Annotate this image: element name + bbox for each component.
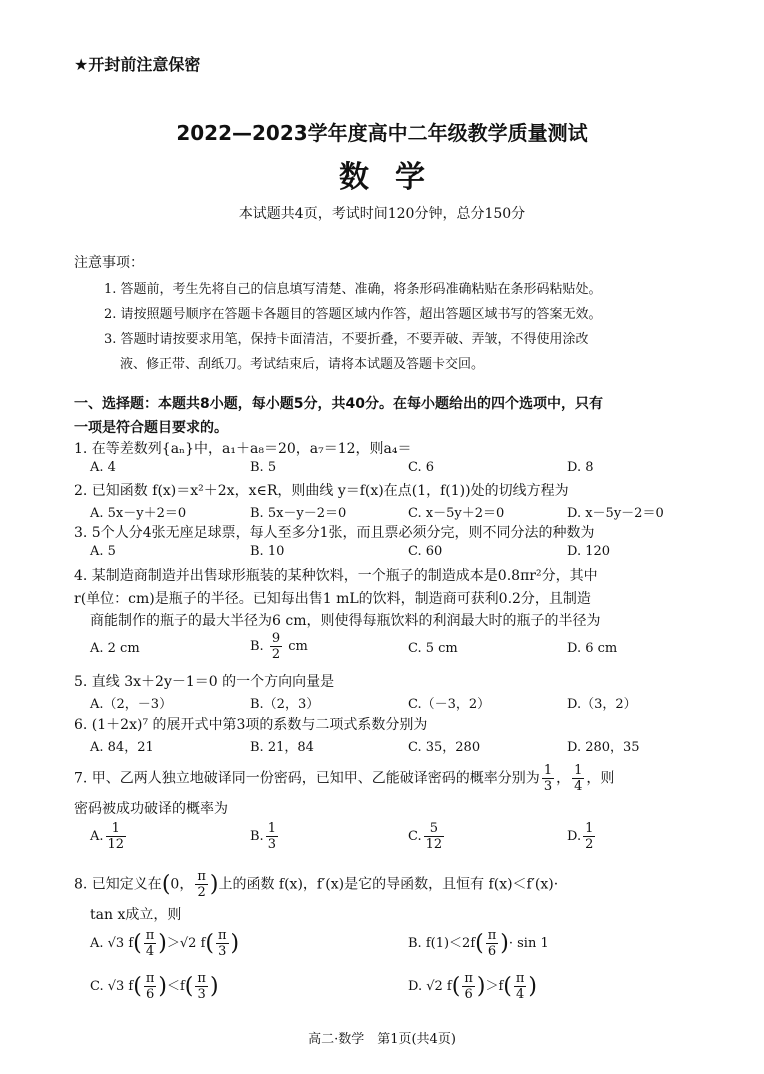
q3-option-d: D. 120 — [567, 544, 611, 559]
question-1-stem: 1. 在等差数列{aₙ}中，a₁＋a₈＝20，a₇＝12，则a₄＝ — [74, 441, 412, 457]
option-fraction — [195, 972, 208, 1001]
q6-option-d: D. 280，35 — [567, 740, 640, 755]
question-8-stem-continued: tan x成立，则 — [90, 907, 182, 923]
q3-option-c: C. 60 — [408, 544, 443, 559]
q7-option-c — [408, 822, 446, 851]
fraction-denominator: 4 — [516, 987, 525, 1002]
option-text: ＞f — [485, 979, 504, 994]
q1-option-b: B. 5 — [250, 460, 277, 475]
option-fraction — [514, 972, 527, 1001]
notice-heading: 注意事项： — [74, 255, 144, 271]
section-heading-continued: 一项是符合题目要求的。 — [74, 420, 228, 436]
paren-left: ( — [133, 931, 142, 956]
interval-open: ( — [161, 872, 171, 897]
q5-option-d: D.（3，2） — [567, 697, 637, 712]
q4-option-b-unit: cm — [288, 639, 308, 654]
notice-item-continued: 液、修正带、刮纸刀。考试结束后，请将本试题及答题卡交回。 — [120, 357, 485, 372]
option-fraction — [486, 929, 499, 958]
option-text: A. √3 f — [90, 936, 134, 951]
q7-separator: ， — [556, 770, 571, 787]
exam-info: 本试题共4页，考试时间120分钟，总分150分 — [238, 206, 526, 222]
page-footer: 高二·数学 第1页(共4页) — [308, 1032, 456, 1047]
notice-item: 1. 答题前，考生先将自己的信息填写清楚、准确，将条形码准确粘贴在条形码粘贴处。 — [104, 282, 602, 297]
paren-left: ( — [184, 974, 194, 999]
q4-option-b-fraction — [270, 632, 282, 661]
option-text: ＞√2 f — [166, 936, 206, 951]
fraction-numerator: π — [197, 869, 206, 884]
option-fraction — [216, 929, 229, 958]
fraction-numerator: 1 — [574, 763, 583, 778]
paren-left: ( — [475, 931, 484, 956]
q3-option-b: B. 10 — [250, 544, 285, 559]
q4-option-d: D. 6 cm — [567, 641, 618, 656]
q8-stem-tail: 上的函数 f(x)，f′(x)是它的导函数，且恒有 f(x)＜f′(x)· — [218, 876, 559, 893]
q7-option-d — [567, 822, 597, 851]
fraction-numerator: 1 — [267, 821, 276, 836]
section-heading: 一、选择题：本题共8小题，每小题5分，共40分。在每小题给出的四个选项中，只有 — [74, 396, 603, 412]
fraction-denominator: 6 — [487, 944, 497, 959]
q5-option-a: A.（2，－3） — [90, 697, 173, 712]
option-fraction — [106, 822, 127, 851]
paren-left: ( — [503, 974, 512, 999]
q1-option-a: A. 4 — [90, 460, 116, 475]
question-6-stem: 6. (1＋2x)⁷ 的展开式中第3项的系数与二项式系数分别为 — [74, 717, 428, 733]
fraction-numerator: π — [487, 928, 497, 943]
fraction-numerator: 1 — [543, 763, 553, 778]
option-label: B. — [250, 829, 264, 844]
q7-stem-tail: ，则 — [586, 770, 615, 787]
paren-right: ) — [230, 931, 240, 956]
q1-option-d: D. 8 — [567, 460, 594, 475]
paren-right: ) — [528, 974, 538, 999]
q7-prob-2 — [572, 764, 584, 793]
option-fraction — [266, 822, 278, 851]
q6-option-c: C. 35，280 — [408, 740, 481, 755]
option-text: D. √2 f — [408, 979, 452, 994]
paren-right: ) — [158, 931, 167, 956]
paren-right: ) — [158, 974, 167, 999]
fraction-denominator: 2 — [585, 837, 594, 852]
exam-title: 2022—2023学年度高中二年级教学质量测试 — [176, 121, 588, 145]
q5-option-b: B.（2，3） — [250, 697, 320, 712]
q4-option-c: C. 5 cm — [408, 641, 458, 656]
fraction-denominator: 3 — [218, 944, 227, 959]
q7-option-b — [250, 822, 280, 851]
q6-option-a: A. 84，21 — [90, 740, 154, 755]
q7-option-a — [90, 822, 128, 851]
option-text: B. f(1)＜2f — [408, 936, 476, 951]
option-text: · sin 1 — [508, 936, 549, 951]
fraction-numerator: π — [145, 971, 155, 986]
fraction-numerator: π — [464, 971, 473, 986]
fraction-denominator: 6 — [145, 987, 155, 1002]
fraction-denominator: 4 — [574, 779, 583, 794]
option-text: ＜f — [166, 979, 185, 994]
q1-option-c: C. 6 — [408, 460, 435, 475]
q5-option-c: C.（－3，2） — [408, 697, 491, 712]
notice-item: 3. 答题时请按要求用笔，保持卡面清洁，不要折叠，不要弄破、弄皱，不得使用涂改 — [104, 332, 589, 347]
q2-option-b: B. 5x－y－2＝0 — [250, 506, 347, 521]
q2-option-a: A. 5x－y＋2＝0 — [90, 506, 187, 521]
fraction-numerator: 5 — [424, 822, 445, 837]
question-7-stem — [74, 764, 614, 793]
paren-right: ) — [476, 974, 486, 999]
q4-option-a: A. 2 cm — [90, 641, 140, 656]
confidential-mark: ★开封前注意保密 — [74, 55, 201, 74]
q8-option-a — [90, 929, 239, 958]
subject-title: 数学 — [339, 160, 451, 195]
q8-option-b — [408, 929, 549, 958]
fraction-denominator: 2 — [271, 647, 281, 662]
fraction-denominator: 12 — [107, 837, 125, 852]
notice-item: 2. 请按照题号顺序在答题卡各题目的答题区域内作答，超出答题区域书写的答案无效。 — [104, 307, 602, 322]
option-label: A. — [90, 829, 104, 844]
q3-option-a: A. 5 — [90, 544, 116, 559]
option-fraction — [424, 822, 445, 851]
fraction-denominator: 12 — [425, 837, 443, 852]
paren-right: ) — [209, 974, 219, 999]
question-5-stem: 5. 直线 3x＋2y－1＝0 的一个方向向量是 — [74, 674, 335, 690]
q4-option-b-label: B. — [250, 639, 264, 654]
option-label: C. — [408, 829, 422, 844]
q8-option-d — [408, 972, 537, 1001]
question-7-stem-continued: 密码被成功破译的概率为 — [74, 801, 228, 817]
q8-stem-text: 8. 已知定义在 — [74, 876, 162, 893]
fraction-denominator: 3 — [197, 987, 206, 1002]
paren-left: ( — [205, 931, 214, 956]
option-fraction — [144, 929, 157, 958]
option-fraction — [144, 972, 157, 1001]
fraction-denominator: 6 — [464, 987, 473, 1002]
interval-end — [195, 870, 208, 899]
interval-start: 0， — [170, 876, 194, 893]
paren-left: ( — [133, 974, 142, 999]
q4-option-b — [250, 632, 308, 661]
question-3-stem: 3. 5个人分4张无座足球票，每人至多分1张，而且票必须分完，则不同分法的种数为 — [74, 525, 595, 541]
question-4-stem: 4. 某制造商制造并出售球形瓶装的某种饮料，一个瓶子的制造成本是0.8πr²分，其中 — [74, 568, 598, 584]
fraction-numerator: 1 — [106, 822, 127, 837]
q2-option-c: C. x－5y＋2＝0 — [408, 506, 505, 521]
fraction-denominator: 2 — [197, 885, 206, 900]
fraction-denominator: 4 — [145, 944, 155, 959]
q2-option-d: D. x－5y－2＝0 — [567, 506, 664, 521]
fraction-numerator: π — [145, 928, 155, 943]
option-fraction — [583, 822, 595, 851]
fraction-denominator: 3 — [543, 779, 553, 794]
option-text: C. √3 f — [90, 979, 134, 994]
fraction-numerator: π — [217, 928, 227, 943]
q7-stem-text: 7. 甲、乙两人独立地破译同一份密码，已知甲、乙能破译密码的概率分别为 — [74, 770, 540, 787]
question-2-stem: 2. 已知函数 f(x)＝x²＋2x，x∈R，则曲线 y＝f(x)在点(1，f(1))处的切线方程为 — [74, 483, 569, 499]
q6-option-b: B. 21，84 — [250, 740, 314, 755]
fraction-denominator: 3 — [267, 837, 276, 852]
fraction-numerator: π — [197, 971, 206, 986]
fraction-numerator: π — [515, 971, 525, 986]
q7-prob-1 — [542, 764, 554, 793]
option-label: D. — [567, 829, 582, 844]
option-fraction — [462, 972, 475, 1001]
fraction-numerator: 9 — [271, 631, 281, 646]
paren-right: ) — [500, 931, 509, 956]
question-8-stem — [74, 870, 558, 899]
question-4-stem-continued: 商能制作的瓶子的最大半径为6 cm，则使得每瓶饮料的利润最大时的瓶子的半径为 — [90, 613, 601, 629]
question-4-stem-continued: r(单位：cm)是瓶子的半径。已知每出售1 mL的饮料，制造商可获利0.2分，且制造 — [74, 591, 591, 607]
paren-left: ( — [451, 974, 461, 999]
fraction-numerator: 1 — [585, 821, 594, 836]
q8-option-c — [90, 972, 219, 1001]
interval-close: ) — [209, 872, 219, 897]
